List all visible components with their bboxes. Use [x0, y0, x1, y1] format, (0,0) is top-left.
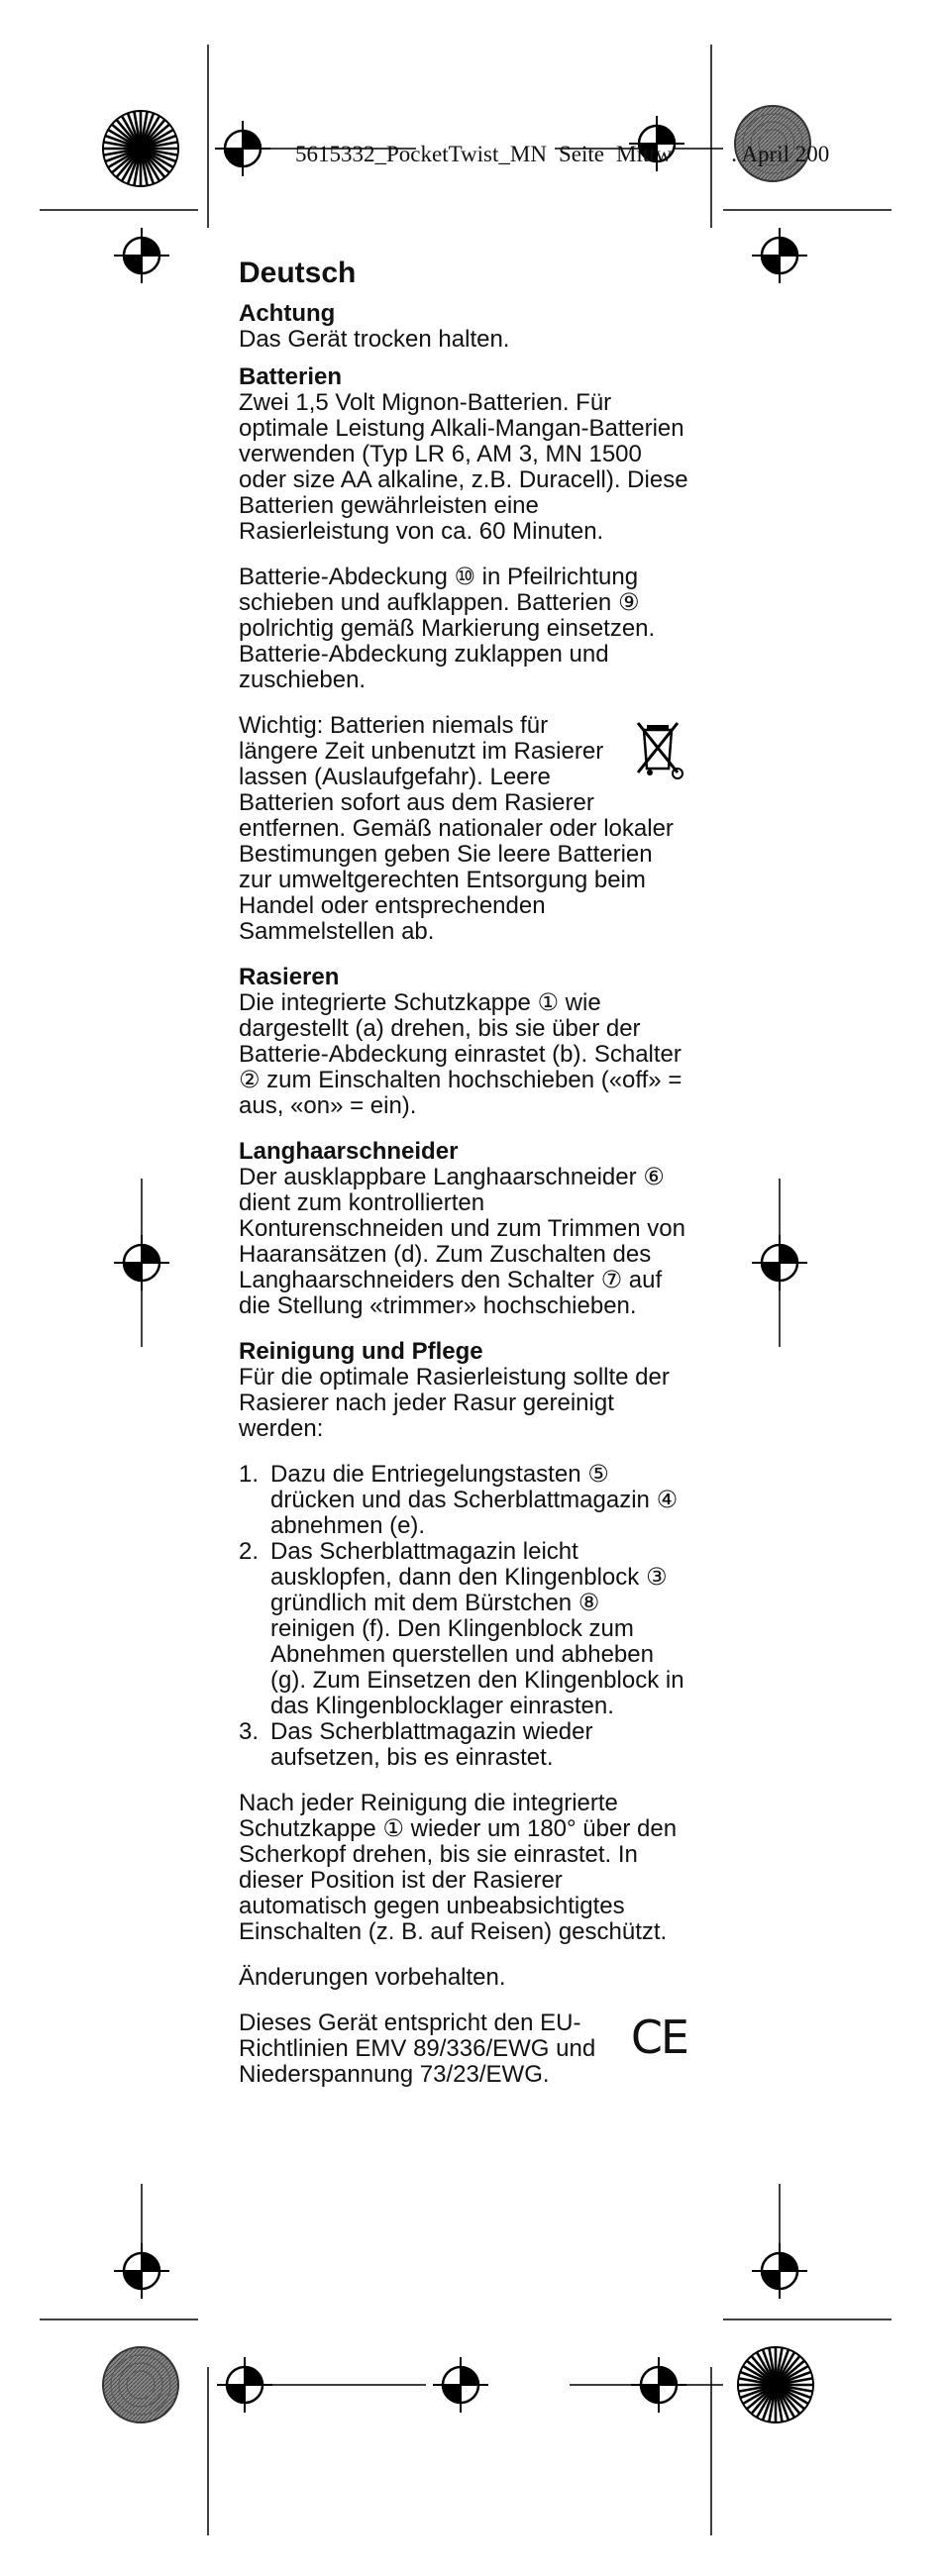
section-title-rasieren: Rasieren [239, 964, 340, 990]
langhaarschneider-paragraph-1: Der ausklappbare Langhaarschneider ⑥ dient zum kontrollierten Konturenschneiden und zum Trimmen von Haaransätzen (d). Zum Zuschalten des Langhaarschneiders den Schalter ⑦ auf die Stellung «trimmer» hochschieben. [239, 1164, 685, 1319]
batterien-paragraph-3: Wichtig: Batterien niemals für längere Zeit unbenutzt im Rasierer lassen (Auslaufgefahr). Leere Batterien sofort aus dem Rasierer entfernen. Gemäß nationaler oder lokaler Bestimungen geben Sie leere Batterien zur umweltgerechten Entsorgung beim Handel oder entsprechenden Sammelstellen ab. [239, 712, 674, 945]
step-text: Dazu die Entriegelungstasten ⑤ drücken und das Scherblattmagazin ④ abnehmen (e). [270, 1461, 679, 1539]
step-number: 3. [239, 1718, 260, 1745]
rasieren-paragraph-1: Die integrierte Schutzkappe ① wie dargestellt (a) drehen, bis sie über der Batterie-Abdeckung einrastet (b). Schalter ② zum Einschalten hochschieben («off» = aus, «on» = ein). [239, 989, 682, 1119]
list-item [239, 1462, 689, 1539]
ce-mark-icon: CE [630, 2010, 687, 2064]
slug-day-word: Mittw [615, 142, 673, 166]
list-item [239, 1719, 689, 1771]
section-title-reinigung: Reinigung und Pflege [239, 1338, 483, 1365]
section-title-batterien: Batterien [239, 363, 343, 390]
cleaning-steps-list [239, 1462, 689, 1771]
reinigung-after-paragraph: Nach jeder Reinigung die integrierte Schutzkappe ① wieder um 180° über den Scherkopf drehen, bis sie einrastet. In dieser Position ist der Rasierer automatisch gegen unbeabsichtigtes Einschalten (z. B. auf Reisen) geschützt. [239, 1790, 678, 1945]
reinigung-intro: Für die optimale Rasierleistung sollte der Rasierer nach jeder Rasur gereinigt werden: [239, 1364, 670, 1442]
conformity-statement: Dieses Gerät entspricht den EU-Richtlinien EMV 89/336/EWG und Niederspannung 73/23/EWG. [239, 2009, 596, 2088]
changes-reserved-note: Änderungen vorbehalten. [239, 1964, 506, 1991]
step-number: 2. [239, 1538, 260, 1565]
step-number: 1. [239, 1461, 260, 1488]
slug-file-label: 5615332_PocketTwist_MN [295, 142, 547, 166]
batterien-paragraph-1: Zwei 1,5 Volt Mignon-Batterien. Für optimale Leistung Alkali-Mangan-Batterien verwenden (Typ LR 6, AM 3, MN 1500 oder size AA alkaline, z.B. Duracell). Diese Batterien gewährleisten eine Rasierleistung von ca. 60 Minuten. [239, 389, 688, 545]
manual-page-content [239, 256, 689, 2088]
step-text: Das Scherblattmagazin leicht ausklopfen, dann den Klingenblock ③ gründlich mit dem Bürstchen ⑧ reinigen (f). Den Klingenblock zum Abnehmen querstellen und abheben (g). Zum Einsetzen den Klingenblock in das Klingenblocklager einrasten. [270, 1538, 684, 1719]
slug-page-word: Seite [558, 142, 604, 166]
step-text: Das Scherblattmagazin wieder aufsetzen, bis es einrastet. [270, 1718, 593, 1771]
section-title-achtung: Achtung [239, 300, 336, 327]
language-title: Deutsch [239, 257, 357, 289]
list-item [239, 1539, 689, 1719]
crossed-out-bin-icon [636, 719, 685, 786]
batterien-paragraph-2: Batterie-Abdeckung ⑩ in Pfeilrichtung schieben und aufklappen. Batterien ⑨ polrichtig gemäß Markierung einsetzen. Batterie-Abdeckung zuklappen und zuschieben. [239, 564, 656, 693]
section-text-achtung: Das Gerät trocken halten. [239, 326, 510, 353]
print-slug-header [295, 140, 929, 169]
conformity-block [239, 2010, 689, 2088]
section-title-langhaarschneider: Langhaarschneider [239, 1138, 459, 1165]
slug-date-text: . April 200 [731, 142, 830, 166]
batterien-warning-block [239, 713, 689, 945]
